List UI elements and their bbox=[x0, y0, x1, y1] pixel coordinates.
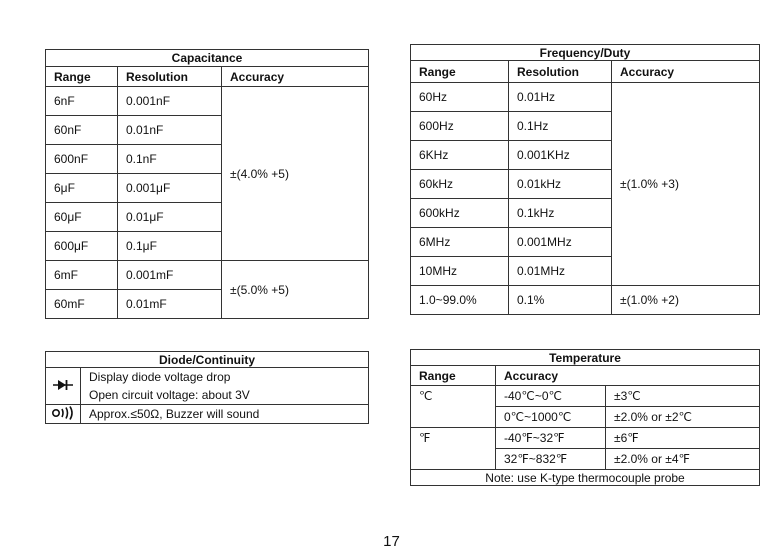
range-cell: 600μF bbox=[46, 232, 118, 261]
table-row bbox=[411, 83, 760, 112]
resolution-cell: 0.001KHz bbox=[509, 141, 612, 170]
accuracy-cell: ±(1.0% +2) bbox=[612, 286, 760, 315]
range-cell: 60nF bbox=[46, 116, 118, 145]
range-cell: 1.0~99.0% bbox=[411, 286, 509, 315]
resolution-cell: 0.01kHz bbox=[509, 170, 612, 199]
resolution-cell: 0.001mF bbox=[118, 261, 222, 290]
table-row bbox=[46, 405, 369, 424]
resolution-cell: 0.1Hz bbox=[509, 112, 612, 141]
resolution-cell: 0.1kHz bbox=[509, 199, 612, 228]
buzzer-icon bbox=[46, 405, 81, 424]
resolution-cell: 0.01mF bbox=[118, 290, 222, 319]
range-cell: 6mF bbox=[46, 261, 118, 290]
range-cell: 6μF bbox=[46, 174, 118, 203]
column-header-range: Range bbox=[411, 366, 496, 386]
resolution-cell: 0.01MHz bbox=[509, 257, 612, 286]
table-row bbox=[46, 261, 369, 290]
column-header-range: Range bbox=[46, 67, 118, 87]
range-cell: -40℉~32℉ bbox=[496, 428, 606, 449]
range-cell: 6nF bbox=[46, 87, 118, 116]
fahrenheit-label: ℉ bbox=[411, 428, 496, 470]
resolution-cell: 0.001μF bbox=[118, 174, 222, 203]
range-cell: 600nF bbox=[46, 145, 118, 174]
range-cell: 60Hz bbox=[411, 83, 509, 112]
resolution-cell: 0.1nF bbox=[118, 145, 222, 174]
column-header-resolution: Resolution bbox=[118, 67, 222, 87]
resolution-cell: 0.1% bbox=[509, 286, 612, 315]
resolution-cell: 0.001nF bbox=[118, 87, 222, 116]
open-circuit-voltage: Open circuit voltage: about 3V bbox=[81, 386, 369, 405]
diode-description: Display diode voltage drop bbox=[81, 368, 369, 387]
resolution-cell: 0.01nF bbox=[118, 116, 222, 145]
range-cell: 600Hz bbox=[411, 112, 509, 141]
range-cell: 60μF bbox=[46, 203, 118, 232]
capacitance-table bbox=[45, 49, 369, 319]
table-row bbox=[411, 286, 760, 315]
table-row bbox=[46, 368, 369, 387]
temperature-note: Note: use K-type thermocouple probe bbox=[411, 470, 760, 486]
accuracy-cell: ±(1.0% +3) bbox=[612, 83, 760, 286]
temperature-title: Temperature bbox=[411, 350, 760, 366]
diode-icon bbox=[46, 368, 81, 405]
accuracy-cell: ±(4.0% +5) bbox=[222, 87, 369, 261]
diode-continuity-title: Diode/Continuity bbox=[46, 352, 369, 368]
buzzer-description: Approx.≤50Ω, Buzzer will sound bbox=[81, 405, 369, 424]
sound-wave-icon bbox=[51, 406, 75, 420]
resolution-cell: 0.01Hz bbox=[509, 83, 612, 112]
table-row bbox=[46, 386, 369, 405]
capacitance-title: Capacitance bbox=[46, 50, 369, 67]
column-header-resolution: Resolution bbox=[509, 61, 612, 83]
range-cell: 60kHz bbox=[411, 170, 509, 199]
column-header-accuracy: Accuracy bbox=[222, 67, 369, 87]
range-cell: 60mF bbox=[46, 290, 118, 319]
resolution-cell: 0.001MHz bbox=[509, 228, 612, 257]
page-number: 17 bbox=[383, 533, 400, 550]
table-row bbox=[411, 386, 760, 407]
column-header-accuracy: Accuracy bbox=[612, 61, 760, 83]
temperature-table bbox=[410, 349, 760, 486]
range-cell: 600kHz bbox=[411, 199, 509, 228]
diode-symbol-icon bbox=[52, 378, 74, 392]
range-cell: 6KHz bbox=[411, 141, 509, 170]
accuracy-cell: ±2.0% or ±4℉ bbox=[606, 449, 760, 470]
frequency-table bbox=[410, 44, 760, 315]
accuracy-cell: ±3℃ bbox=[606, 386, 760, 407]
range-cell: -40℃~0℃ bbox=[496, 386, 606, 407]
accuracy-cell: ±2.0% or ±2℃ bbox=[606, 407, 760, 428]
accuracy-cell: ±6℉ bbox=[606, 428, 760, 449]
column-header-accuracy: Accuracy bbox=[496, 366, 760, 386]
celsius-label: ℃ bbox=[411, 386, 496, 428]
diode-continuity-table bbox=[45, 351, 369, 424]
range-cell: 32℉~832℉ bbox=[496, 449, 606, 470]
range-cell: 10MHz bbox=[411, 257, 509, 286]
column-header-range: Range bbox=[411, 61, 509, 83]
range-cell: 0℃~1000℃ bbox=[496, 407, 606, 428]
table-row bbox=[46, 87, 369, 116]
resolution-cell: 0.1μF bbox=[118, 232, 222, 261]
range-cell: 6MHz bbox=[411, 228, 509, 257]
resolution-cell: 0.01μF bbox=[118, 203, 222, 232]
accuracy-cell: ±(5.0% +5) bbox=[222, 261, 369, 319]
table-row bbox=[411, 428, 760, 449]
frequency-title: Frequency/Duty bbox=[411, 45, 760, 61]
